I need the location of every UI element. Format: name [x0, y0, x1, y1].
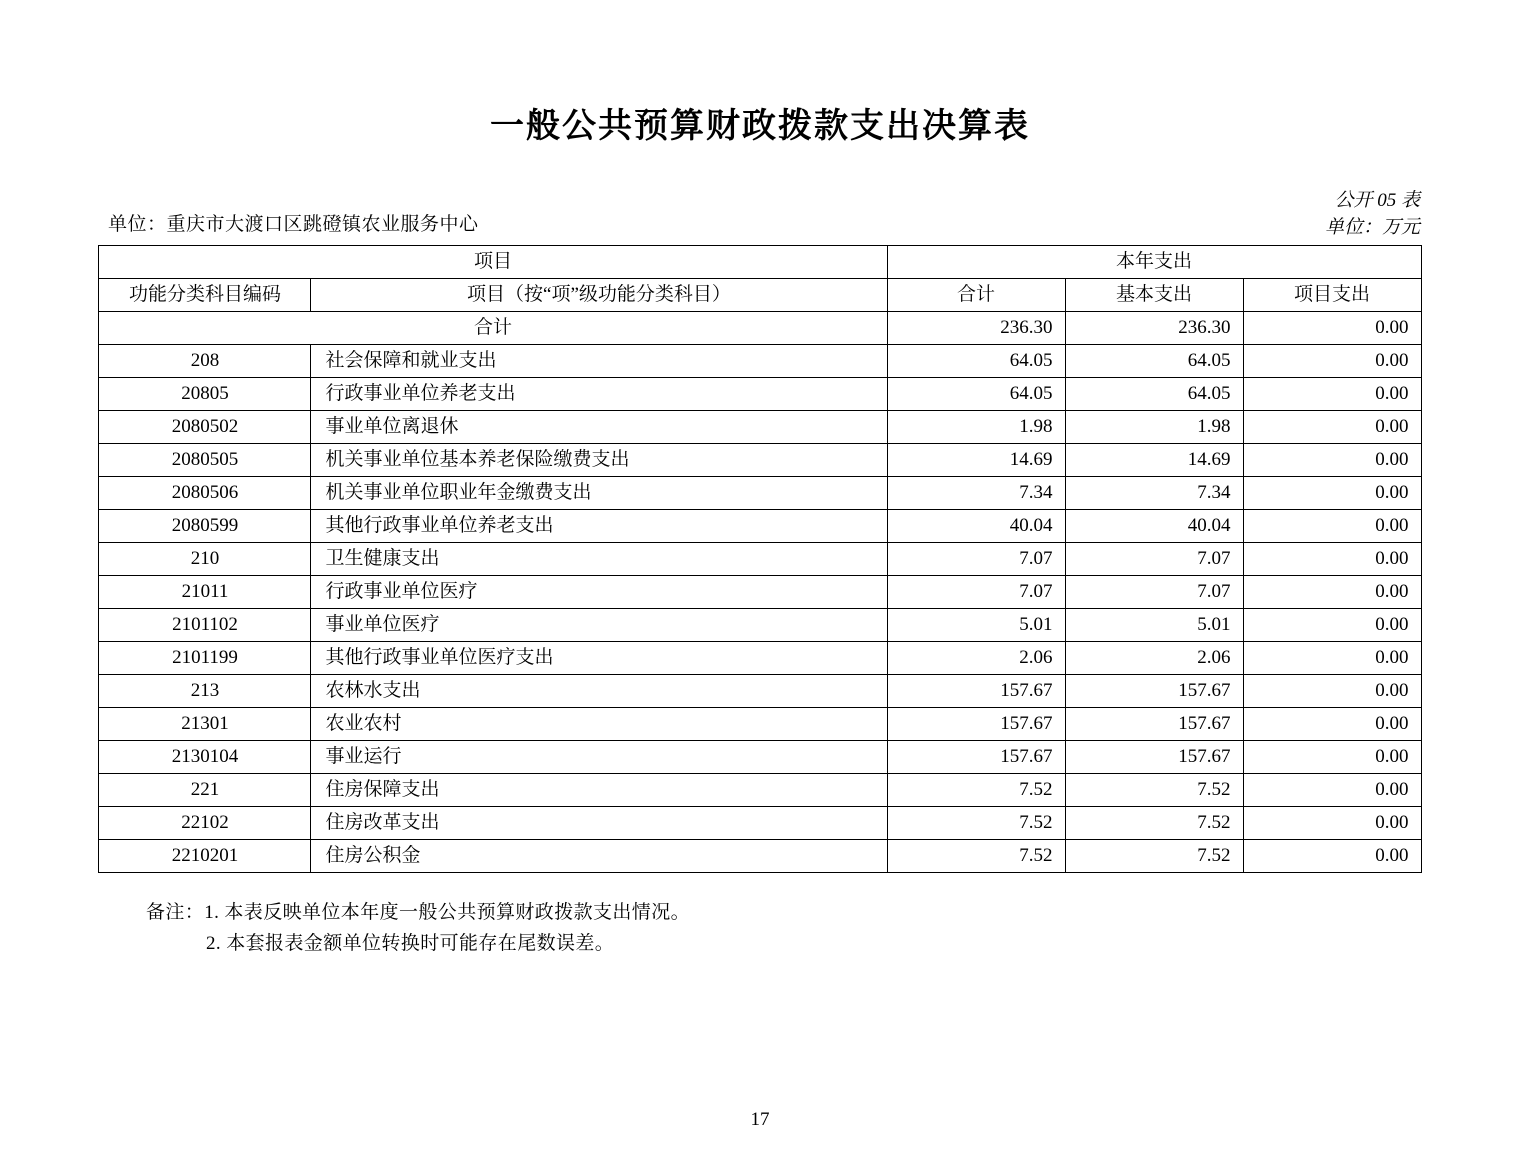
header-group-item: 项目	[99, 246, 887, 279]
header-col-code: 功能分类科目编码	[99, 279, 311, 312]
page-number: 17	[750, 1109, 770, 1130]
total-row-basic: 236.30	[1065, 312, 1243, 345]
amount-unit: 单位：万元	[1324, 217, 1420, 238]
row-total: 7.07	[887, 543, 1065, 576]
row-total: 64.05	[887, 345, 1065, 378]
document-page	[0, 98, 1520, 1173]
table-row	[99, 543, 1421, 576]
row-name: 事业单位离退休	[311, 411, 887, 444]
header-group-year-expense: 本年支出	[887, 246, 1421, 279]
row-basic: 5.01	[1065, 609, 1243, 642]
table-row-total	[99, 312, 1421, 345]
row-total: 157.67	[887, 741, 1065, 774]
document-meta	[0, 185, 1520, 237]
row-project: 0.00	[1243, 741, 1421, 774]
row-project: 0.00	[1243, 543, 1421, 576]
header-col-project: 项目支出	[1243, 279, 1421, 312]
row-total: 7.07	[887, 576, 1065, 609]
table-header-row-1	[99, 246, 1421, 279]
row-name: 住房公积金	[311, 840, 887, 873]
row-total: 40.04	[887, 510, 1065, 543]
row-basic: 7.52	[1065, 774, 1243, 807]
row-name: 卫生健康支出	[311, 543, 887, 576]
row-code: 2101102	[99, 609, 311, 642]
row-project: 0.00	[1243, 675, 1421, 708]
row-total: 14.69	[887, 444, 1065, 477]
row-project: 0.00	[1243, 708, 1421, 741]
row-name: 住房保障支出	[311, 774, 887, 807]
row-code: 2080599	[99, 510, 311, 543]
table-row	[99, 444, 1421, 477]
row-name: 事业运行	[311, 741, 887, 774]
row-total: 64.05	[887, 378, 1065, 411]
row-total: 7.52	[887, 840, 1065, 873]
table-header-row-2	[99, 279, 1421, 312]
row-project: 0.00	[1243, 477, 1421, 510]
row-project: 0.00	[1243, 510, 1421, 543]
page-title: 一般公共预算财政拨款支出决算表	[490, 108, 1030, 145]
row-basic: 157.67	[1065, 675, 1243, 708]
row-total: 7.52	[887, 807, 1065, 840]
table-row	[99, 741, 1421, 774]
row-project: 0.00	[1243, 576, 1421, 609]
row-total: 5.01	[887, 609, 1065, 642]
row-total: 7.34	[887, 477, 1065, 510]
table-row	[99, 708, 1421, 741]
row-name: 其他行政事业单位养老支出	[311, 510, 887, 543]
row-code: 2080506	[99, 477, 311, 510]
row-code: 21011	[99, 576, 311, 609]
header-col-basic: 基本支出	[1065, 279, 1243, 312]
table-row	[99, 576, 1421, 609]
row-name: 其他行政事业单位医疗支出	[311, 642, 887, 675]
row-project: 0.00	[1243, 807, 1421, 840]
row-name: 住房改革支出	[311, 807, 887, 840]
table-header	[99, 246, 1421, 312]
row-code: 2080502	[99, 411, 311, 444]
table-row	[99, 477, 1421, 510]
row-code: 2080505	[99, 444, 311, 477]
row-total: 157.67	[887, 675, 1065, 708]
row-name: 事业单位医疗	[311, 609, 887, 642]
row-name: 农业农村	[311, 708, 887, 741]
row-basic: 157.67	[1065, 741, 1243, 774]
table-row	[99, 411, 1421, 444]
row-project: 0.00	[1243, 444, 1421, 477]
row-basic: 64.05	[1065, 345, 1243, 378]
row-basic: 14.69	[1065, 444, 1243, 477]
row-code: 22102	[99, 807, 311, 840]
row-total: 1.98	[887, 411, 1065, 444]
row-basic: 7.34	[1065, 477, 1243, 510]
row-basic: 7.07	[1065, 576, 1243, 609]
row-code: 2101199	[99, 642, 311, 675]
note-line-2: 2. 本套报表金额单位转换时可能存在尾数误差。	[206, 933, 615, 954]
note-line-1: 备注：1. 本表反映单位本年度一般公共预算财政拨款支出情况。	[146, 902, 691, 923]
row-code: 208	[99, 345, 311, 378]
row-name: 农林水支出	[311, 675, 887, 708]
table-row	[99, 675, 1421, 708]
row-project: 0.00	[1243, 411, 1421, 444]
row-name: 社会保障和就业支出	[311, 345, 887, 378]
row-basic: 64.05	[1065, 378, 1243, 411]
row-name: 机关事业单位职业年金缴费支出	[311, 477, 887, 510]
row-project: 0.00	[1243, 378, 1421, 411]
header-col-name: 项目（按“项”级功能分类科目）	[311, 279, 887, 312]
row-code: 221	[99, 774, 311, 807]
table-row	[99, 840, 1421, 873]
table-row	[99, 378, 1421, 411]
row-code: 2210201	[99, 840, 311, 873]
unit-name: 单位：重庆市大渡口区跳磴镇农业服务中心	[108, 214, 479, 235]
row-total: 2.06	[887, 642, 1065, 675]
row-project: 0.00	[1243, 345, 1421, 378]
row-basic: 2.06	[1065, 642, 1243, 675]
total-row-label: 合计	[99, 312, 887, 345]
form-number: 公开 05 表	[1334, 190, 1420, 211]
table-row	[99, 774, 1421, 807]
table-body	[99, 312, 1421, 873]
row-name: 机关事业单位基本养老保险缴费支出	[311, 444, 887, 477]
notes-block	[146, 897, 1520, 959]
row-code: 213	[99, 675, 311, 708]
total-row-project: 0.00	[1243, 312, 1421, 345]
budget-table	[98, 245, 1421, 873]
row-project: 0.00	[1243, 840, 1421, 873]
row-total: 157.67	[887, 708, 1065, 741]
row-code: 210	[99, 543, 311, 576]
row-code: 21301	[99, 708, 311, 741]
row-basic: 7.07	[1065, 543, 1243, 576]
header-col-total: 合计	[887, 279, 1065, 312]
row-basic: 7.52	[1065, 807, 1243, 840]
table-row	[99, 345, 1421, 378]
row-code: 2130104	[99, 741, 311, 774]
table-row	[99, 510, 1421, 543]
row-project: 0.00	[1243, 774, 1421, 807]
row-code: 20805	[99, 378, 311, 411]
row-project: 0.00	[1243, 642, 1421, 675]
row-basic: 1.98	[1065, 411, 1243, 444]
row-basic: 7.52	[1065, 840, 1243, 873]
row-total: 7.52	[887, 774, 1065, 807]
row-basic: 40.04	[1065, 510, 1243, 543]
total-row-total: 236.30	[887, 312, 1065, 345]
table-row	[99, 609, 1421, 642]
table-row	[99, 807, 1421, 840]
row-name: 行政事业单位医疗	[311, 576, 887, 609]
row-name: 行政事业单位养老支出	[311, 378, 887, 411]
row-basic: 157.67	[1065, 708, 1243, 741]
table-row	[99, 642, 1421, 675]
row-project: 0.00	[1243, 609, 1421, 642]
